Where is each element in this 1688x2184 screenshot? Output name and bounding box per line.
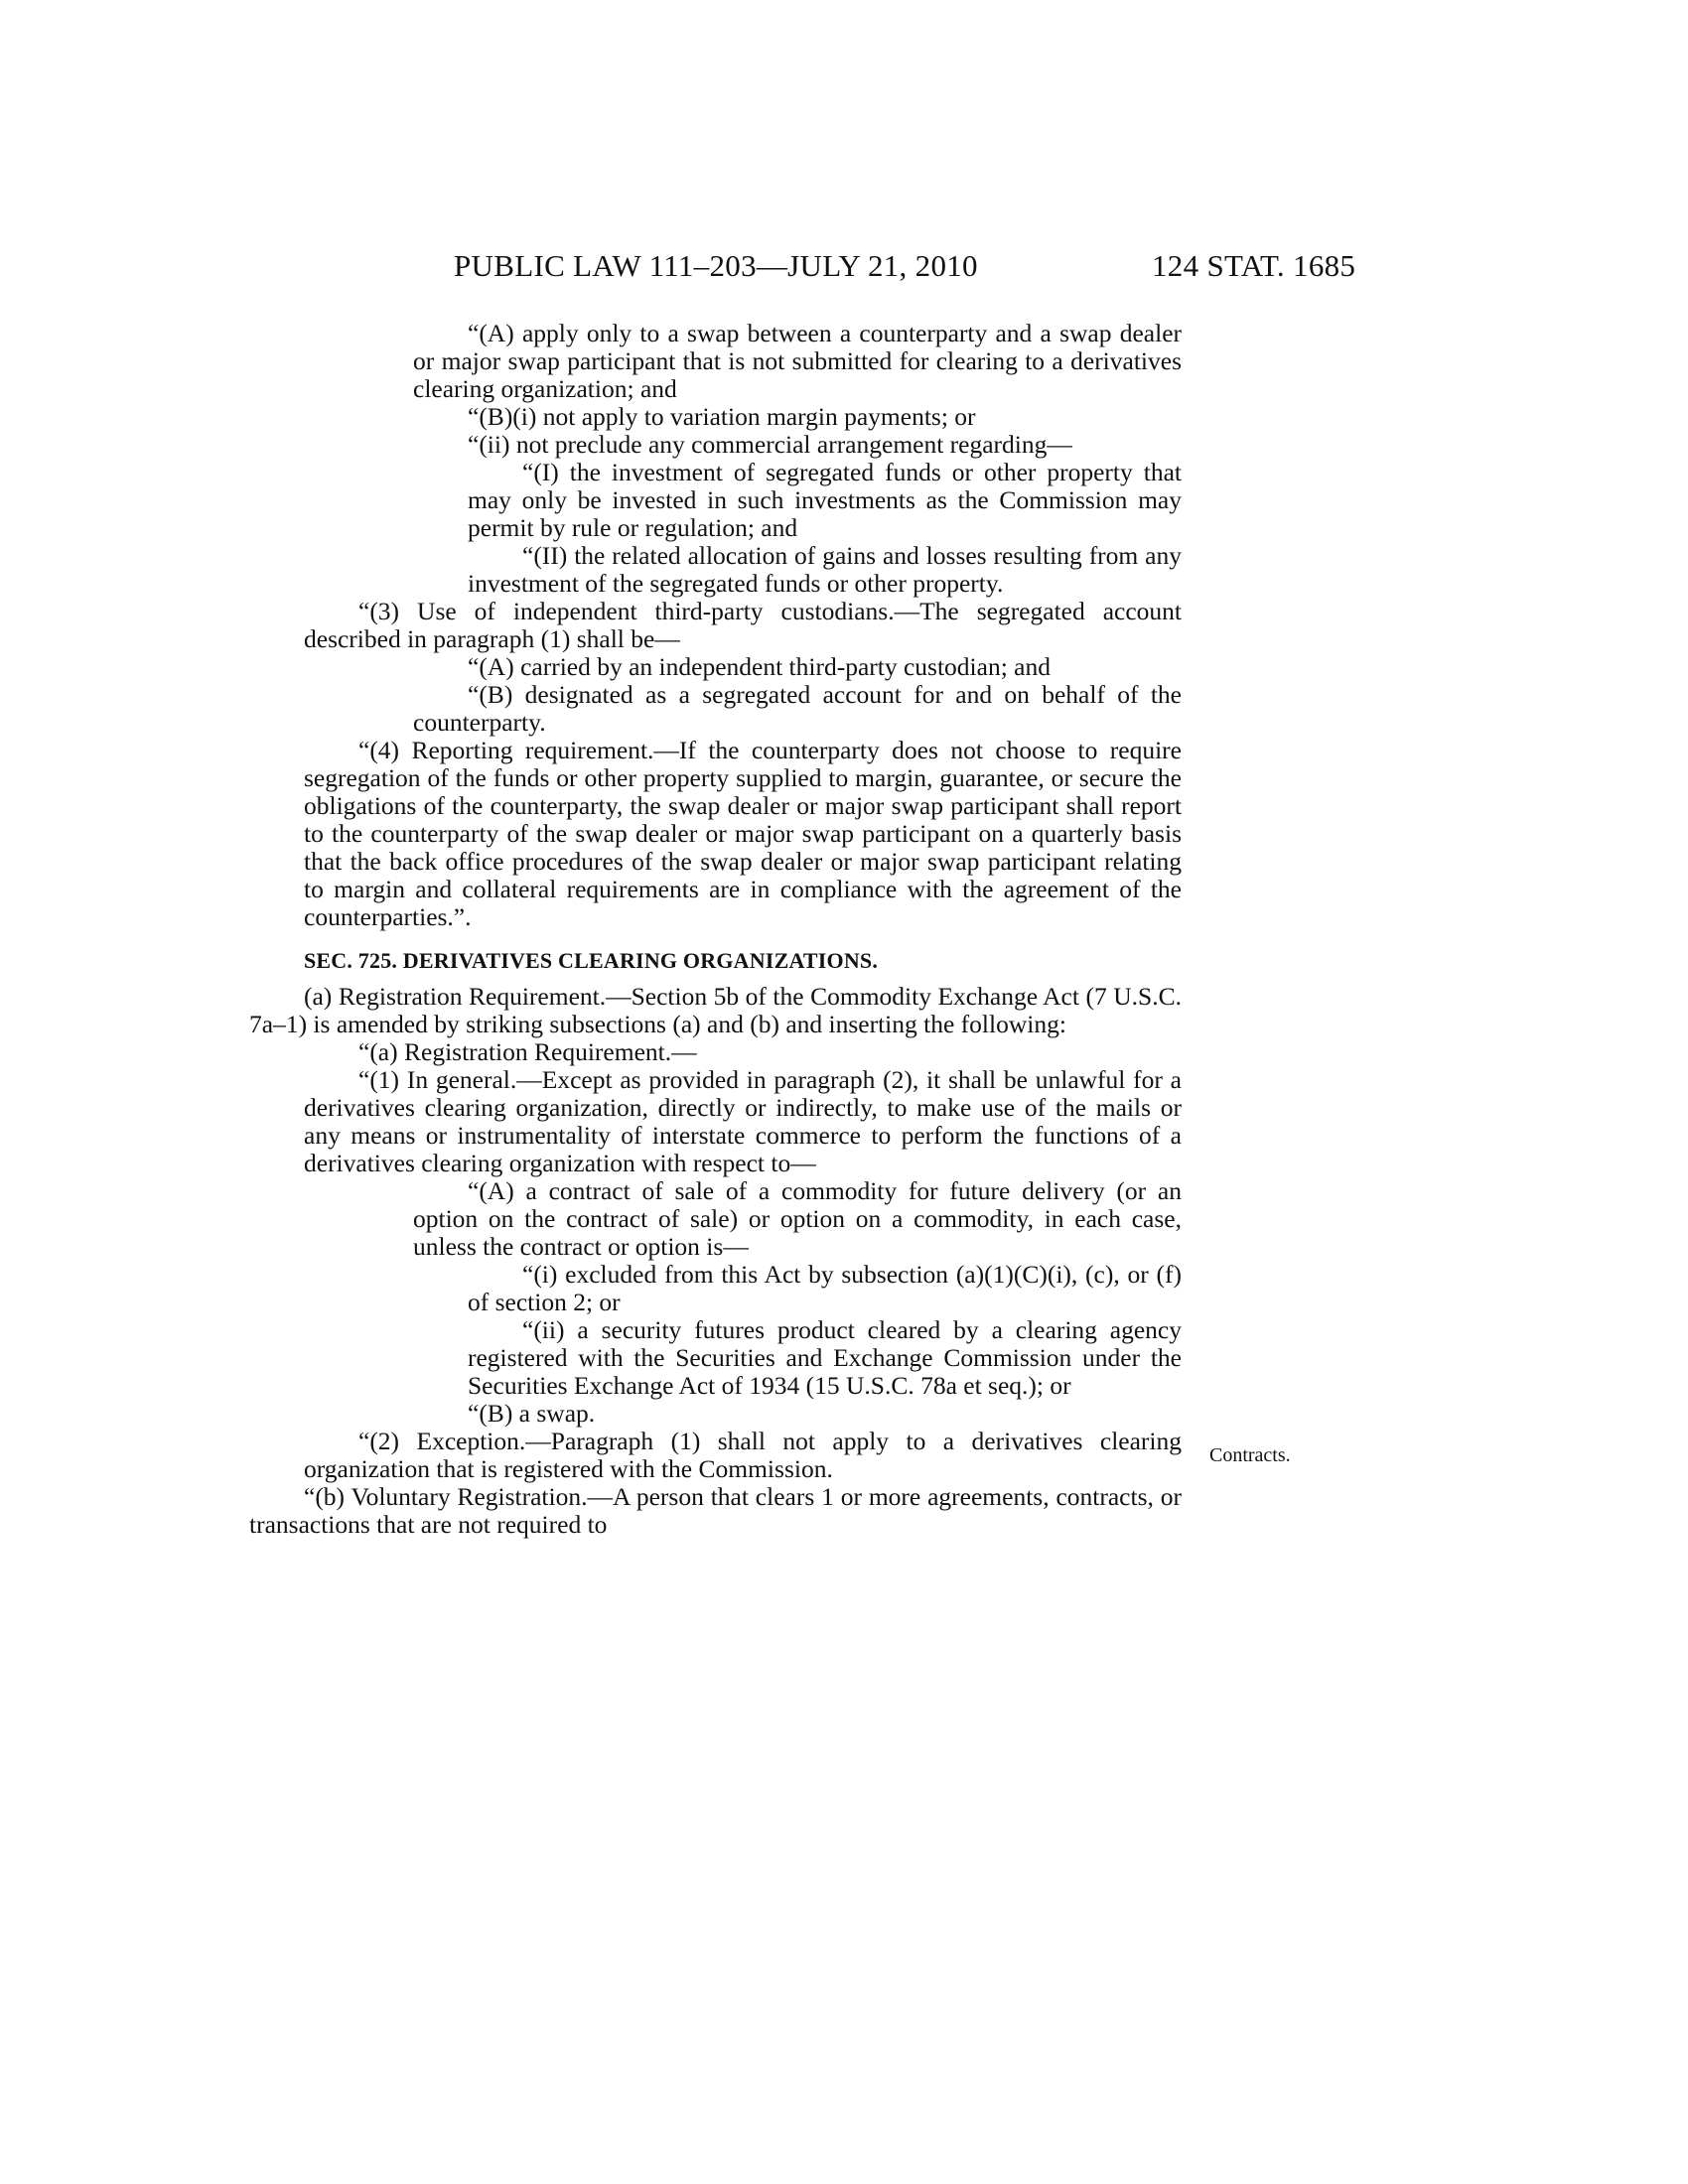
paragraph-3-a: “(A) carried by an independent third-party custodian; and — [468, 652, 1051, 681]
paragraph-2-exception: “(2) Exception.—Paragraph (1) shall not apply to a derivatives clearing organization that is registered with the Commission. — [304, 1427, 1182, 1483]
paragraph-sec-a: (a) Registration Requirement.—Section 5b of the Commodity Exchange Act (7 U.S.C. 7a–1) is amended by striking subsections (a) and (b) and inserting the following: — [249, 982, 1182, 1038]
paragraph-b-i: “(B)(i) not apply to variation margin payments; or — [468, 402, 976, 431]
paragraph-1-b: “(B) a swap. — [468, 1399, 596, 1428]
paragraph-II: “(II) the related allocation of gains and losses resulting from any investment of the segregated funds or other property. — [468, 541, 1182, 598]
paragraph-a: “(A) apply only to a swap between a counterparty and a swap dealer or major swap participant that is not submitted for clearing to a derivatives clearing organization; and — [413, 319, 1182, 403]
running-header-stat: 124 STAT. 1685 — [1152, 248, 1356, 283]
paragraph-1-a-ii: “(ii) a security futures product cleared by a clearing agency registered with the Securities and Exchange Commission under the Securities Exchange Act of 1934 (15 U.S.C. 78a et seq.); or — [468, 1315, 1182, 1400]
paragraph-1-general: “(1) In general.—Except as provided in paragraph (2), it shall be unlawful for a derivatives clearing organization, directly or indirectly, to make use of the mails or any means or instrumentality of interstate commerce to perform the functions of a derivatives clearing organization with respect to— — [304, 1065, 1182, 1177]
margin-note: Contracts. — [1209, 1444, 1291, 1466]
paragraph-b-voluntary: “(b) Voluntary Registration.—A person that clears 1 or more agreements, contracts, or transactions that are not required to — [249, 1482, 1182, 1539]
paragraph-4-reporting: “(4) Reporting requirement.—If the counterparty does not choose to require segregation of the funds or other property supplied to margin, guarantee, or secure the obligations of the counterparty, the swap dealer or major swap participant shall report to the counterparty of the swap dealer or major swap participant on a quarterly basis that the back office procedures of the swap dealer or major swap participant relating to margin and collateral requirements are in compliance with the agreement of the counterparties.”. — [304, 736, 1182, 931]
running-header-title: PUBLIC LAW 111–203—JULY 21, 2010 — [454, 248, 978, 283]
section-heading: SEC. 725. DERIVATIVES CLEARING ORGANIZATIONS. — [304, 948, 879, 973]
paragraph-3-b: “(B) designated as a segregated account for and on behalf of the counterparty. — [413, 680, 1182, 737]
paragraph-I: “(I) the investment of segregated funds or other property that may only be invested in such investments as the Commission may permit by rule or regulation; and — [468, 458, 1182, 542]
paragraph-quoted-a: “(a) Registration Requirement.— — [358, 1037, 697, 1066]
paragraph-1-a: “(A) a contract of sale of a commodity for future delivery (or an option on the contract of sale) or option on a commodity, in each case, unless the contract or option is— — [413, 1176, 1182, 1261]
paragraph-1-a-i: “(i) excluded from this Act by subsection (a)(1)(C)(i), (c), or (f) of section 2; or — [468, 1260, 1182, 1316]
document-body — [249, 319, 1182, 1539]
paragraph-3-custodians: “(3) Use of independent third-party custodians.—The segregated account described in paragraph (1) shall be— — [304, 597, 1182, 653]
paragraph-ii: “(ii) not preclude any commercial arrangement regarding— — [468, 430, 1072, 459]
